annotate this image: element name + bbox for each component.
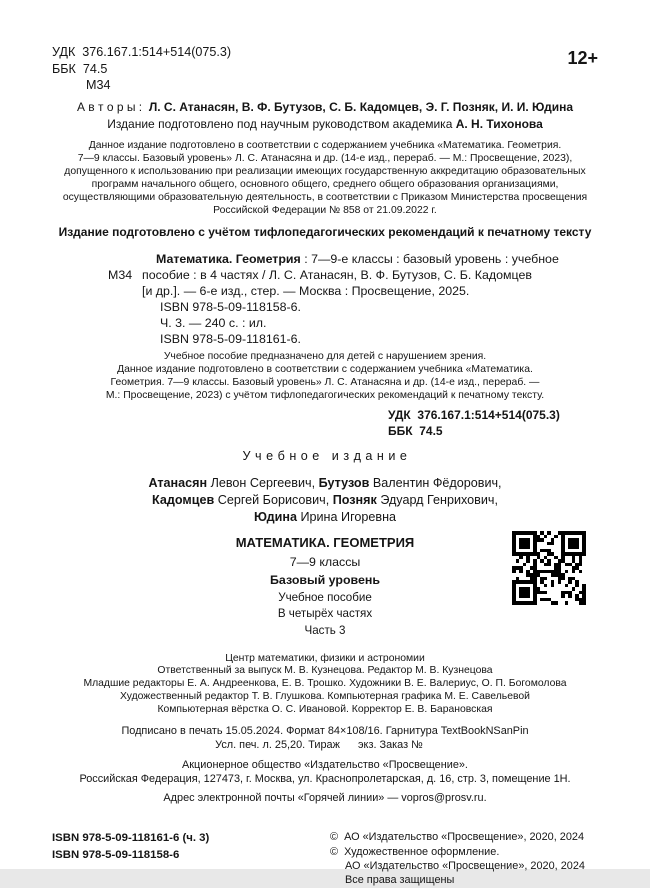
credits-block — [52, 653, 598, 717]
edition-authors-line-3 — [52, 509, 598, 526]
text-line: Компьютерная вёрстка О. С. Ивановой. Корректор Е. В. Барановская — [157, 704, 493, 716]
text-line: М.: Просвещение, 2023) с учётом тифлопедагогических рекомендаций к печатному тексту. — [105, 389, 545, 401]
bib-line-2-text: пособие : в 4 частях / Л. С. Атанасян, В. Ф. Бутузов, С. Б. Кадомцев — [142, 267, 532, 282]
text-line: Подписано в печать 15.05.2024. Формат 84×108/16. Гарнитура TextBookNSanPin — [121, 725, 529, 738]
authors-names: Л. С. Атанасян, В. Ф. Бутузов, С. Б. Кадомцев, Э. Г. Позняк, И. И. Юдина — [148, 99, 574, 114]
bib-part-line: Ч. 3. — 240 с. : ил. — [160, 316, 267, 330]
bib-isbn-series: ISBN 978-5-09-118158-6. — [160, 299, 301, 314]
author-surname: Юдина — [253, 509, 297, 524]
supervision-line — [52, 117, 598, 132]
text-line: Младшие редакторы Е. А. Андреенкова, Е. В. Трошко. Художники В. Е. Валериус, О. П. Богомолова — [83, 678, 567, 690]
edition-authors-block — [52, 475, 598, 525]
text-line: ISBN 978-5-09-118161-6 (ч. 3) — [52, 832, 210, 845]
bib-author-sign: М34 — [108, 267, 133, 282]
text-line: программ начального общего, основного общего, среднего общего образования организациями, — [91, 178, 559, 190]
text-line: Художественный редактор Т. В. Глушкова. Компьютерная графика М. Е. Савельевой — [120, 691, 530, 703]
authors-label: А в т о р ы : — [76, 99, 149, 114]
conformity-note — [52, 140, 598, 217]
author-surname: Кадомцев — [152, 492, 215, 507]
text-line: Акционерное общество «Издательство «Просвещение». — [182, 758, 468, 771]
book-level: Базовый уровень — [270, 573, 380, 588]
typhlo-note: Издание подготовлено с учётом тифлопедагогических рекомендаций к печатному тексту — [58, 225, 592, 240]
bib-title-rest: : 7—9-е классы : базовый уровень : учебное — [300, 251, 559, 266]
book-kind: Учебное пособие — [278, 590, 372, 604]
title-block — [52, 535, 598, 638]
edition-authors-line-2 — [52, 492, 598, 509]
text-line: Российской Федерации № 858 от 21.09.2022 г. — [213, 204, 437, 216]
authors-line — [52, 100, 598, 115]
copyright-line-2: © Художественное оформление. — [330, 845, 500, 858]
text-line: 7—9 классы. Базовый уровень» Л. С. Атанасяна и др. (14-е изд., перераб. — М.: Просвещение, 2023), — [77, 152, 573, 164]
udk-bbk-right-block — [388, 408, 598, 440]
supervision-text: Издание подготовлено под научным руководством академика — [107, 116, 456, 131]
edition-heading: У ч е б н о е и з д а н и е — [242, 449, 408, 464]
copyright-line-4: Все права защищены — [345, 874, 455, 887]
author-surname: Атанасян — [148, 476, 208, 491]
bib-title: Математика. Геометрия — [156, 251, 301, 266]
text-line: Центр математики, физики и астрономии — [225, 652, 425, 664]
author-given: Ирина Игоревна — [296, 509, 397, 524]
vision-note: Учебное пособие предназначено для детей с нарушением зрения. — [163, 351, 487, 363]
text-line: допущенного к использованию при реализации имеющих государственную аккредитацию образовательных — [64, 165, 586, 177]
bib-isbn-part: ISBN 978-5-09-118161-6. — [160, 332, 301, 347]
book-grades: 7—9 классы — [289, 554, 361, 569]
age-rating-badge: 12+ — [567, 48, 598, 68]
bbk-code: ББК 74.5 — [52, 61, 108, 76]
text-line: Данное издание подготовлено в соответствии с содержанием учебника «Математика. Геометрия. — [88, 140, 562, 152]
text-line: ISBN 978-5-09-118158-6 — [52, 848, 180, 861]
author-given: Валентин Фёдорович, — [369, 476, 502, 491]
author-surname: Позняк — [332, 492, 377, 507]
text-line: Ответственный за выпуск М. В. Кузнецова. Редактор М. В. Кузнецова — [157, 665, 493, 677]
bottom-row — [52, 830, 598, 888]
bbk-code-right: ББК 74.5 — [388, 423, 443, 438]
text-line: осуществляющими образовательную деятельность, в соответствии с Приказом Министерства просвещения — [62, 191, 588, 203]
copyright-block — [330, 830, 598, 888]
text-line: Российская Федерация, 127473, г. Москва, ул. Краснопролетарская, д. 16, стр. 3, помещение 1Н. — [79, 772, 571, 785]
author-given: Сергей Борисович, — [214, 492, 333, 507]
isbn-block — [52, 830, 209, 863]
print-info-block — [52, 725, 598, 753]
book-parts: В четырёх частях — [277, 607, 373, 621]
text-line: Геометрия. 7—9 классы. Базовый уровень» Л. С. Атанасяна и др. (14-е изд., перераб. — — [110, 377, 540, 389]
udk-code-right: УДК 376.167.1:514+514(075.3) — [388, 407, 560, 422]
book-title: МАТЕМАТИКА. ГЕОМЕТРИЯ — [235, 535, 415, 551]
hotline-email: Адрес электронной почты «Горячей линии» — vopros@prosv.ru. — [163, 792, 487, 805]
edition-authors-line-1 — [52, 475, 598, 492]
bib-line-3: [и др.]. — 6-е изд., стер. — Москва : Просвещение, 2025. — [142, 283, 470, 298]
book-part-number: Часть 3 — [304, 623, 346, 637]
supervision-name: А. Н. Тихонова — [455, 116, 543, 131]
bib-line-1 — [108, 251, 598, 267]
qr-code — [512, 531, 586, 605]
udk-code: УДК 376.167.1:514+514(075.3) — [52, 45, 232, 59]
bibliographic-card — [108, 251, 598, 348]
author-sign: М34 — [86, 78, 111, 93]
text-line: Усл. печ. л. 25,20. Тираж экз. Заказ № — [215, 738, 435, 751]
bib-line-2 — [108, 267, 598, 283]
copyright-line-1: © АО «Издательство «Просвещение», 2020, 2024 — [330, 831, 585, 844]
publisher-block — [52, 759, 598, 787]
author-given: Левон Сергеевич, — [207, 476, 319, 491]
author-given: Эдуард Генрихович, — [376, 492, 498, 507]
author-surname: Бутузов — [318, 476, 370, 491]
classification-codes — [52, 44, 231, 94]
conformity-note-short — [52, 364, 598, 403]
top-row — [52, 44, 598, 94]
text-line: Данное издание подготовлено в соответствии с содержанием учебника «Математика. — [117, 364, 533, 376]
copyright-line-3: АО «Издательство «Просвещение», 2020, 2024 — [345, 860, 585, 873]
